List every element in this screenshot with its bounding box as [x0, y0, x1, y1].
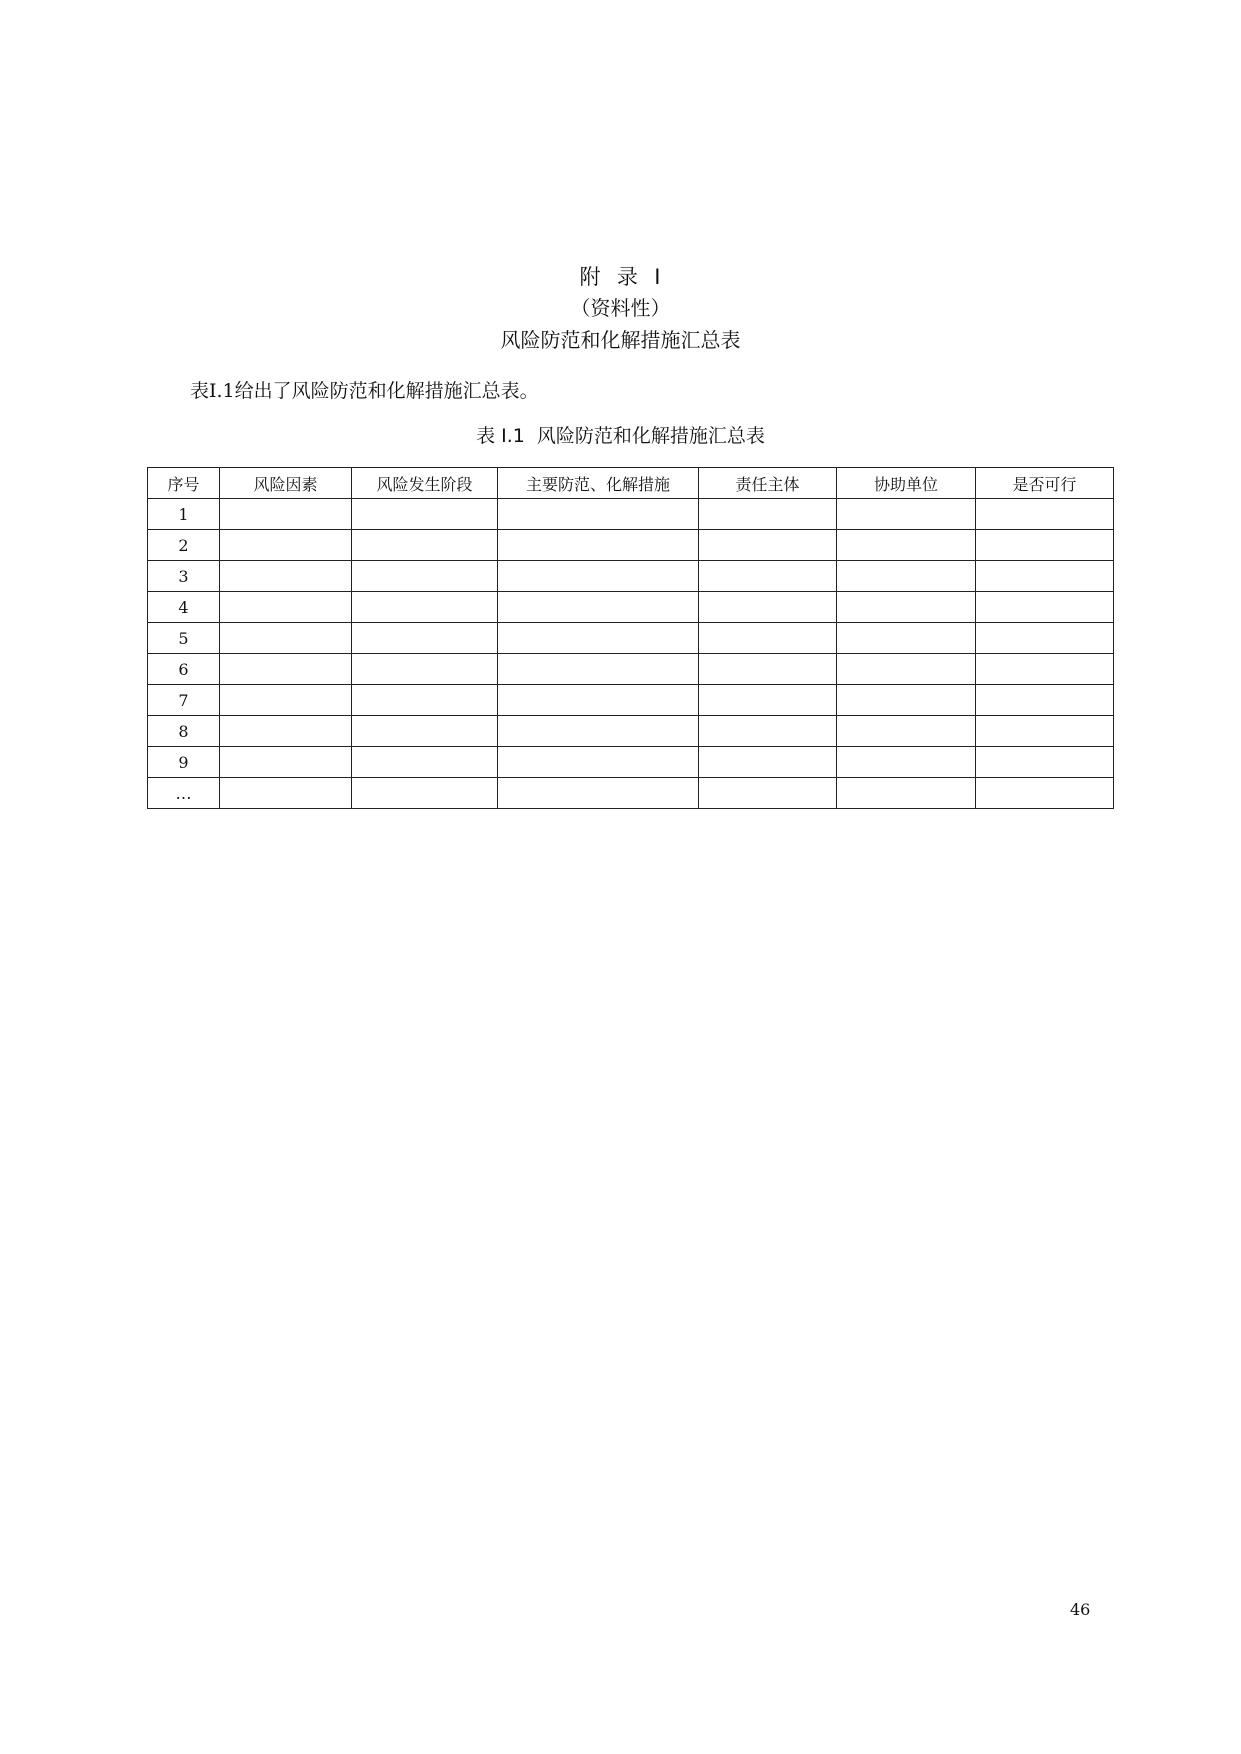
table-cell-responsible-party: [699, 654, 837, 685]
table-cell-feasible: [976, 778, 1114, 809]
table-cell-responsible-party: [699, 499, 837, 530]
table-cell-index: 9: [148, 747, 220, 778]
table-row: [148, 778, 1114, 809]
table-cell-feasible: [976, 747, 1114, 778]
table-cell-risk-factor: [220, 530, 352, 561]
table-cell-assisting-unit: [837, 716, 976, 747]
table-cell-measures: [498, 623, 699, 654]
table-cell-risk-stage: [352, 530, 498, 561]
table-cell-risk-stage: [352, 685, 498, 716]
column-header-risk-stage: 风险发生阶段: [352, 468, 498, 499]
table-cell-index: 3: [148, 561, 220, 592]
table-cell-responsible-party: [699, 716, 837, 747]
table-row: [148, 561, 1114, 592]
table-cell-index: …: [148, 778, 220, 809]
table-cell-risk-stage: [352, 747, 498, 778]
intro-paragraph: 表I.1给出了风险防范和化解措施汇总表。: [190, 380, 539, 402]
table-cell-measures: [498, 561, 699, 592]
table-cell-responsible-party: [699, 530, 837, 561]
table-cell-feasible: [976, 716, 1114, 747]
appendix-name: 风险防范和化解措施汇总表: [500, 328, 741, 352]
table-cell-risk-stage: [352, 654, 498, 685]
table-row: [148, 623, 1114, 654]
column-header-index: 序号: [148, 468, 220, 499]
column-header-responsible-party: 责任主体: [699, 468, 837, 499]
table-cell-responsible-party: [699, 747, 837, 778]
table-cell-risk-factor: [220, 778, 352, 809]
table-row: [148, 499, 1114, 530]
table-cell-responsible-party: [699, 561, 837, 592]
table-cell-index: 8: [148, 716, 220, 747]
page-number: 46: [1070, 1600, 1091, 1619]
table-row: [148, 592, 1114, 623]
table-cell-responsible-party: [699, 592, 837, 623]
appendix-title: 附 录 I: [579, 265, 662, 289]
table-cell-feasible: [976, 623, 1114, 654]
table-cell-risk-stage: [352, 499, 498, 530]
table-cell-measures: [498, 685, 699, 716]
table-row: [148, 716, 1114, 747]
table-cell-measures: [498, 778, 699, 809]
table-cell-index: 5: [148, 623, 220, 654]
appendix-subtitle: （资料性）: [570, 296, 671, 320]
table-cell-risk-stage: [352, 561, 498, 592]
table-cell-assisting-unit: [837, 561, 976, 592]
table-cell-assisting-unit: [837, 623, 976, 654]
table-cell-responsible-party: [699, 778, 837, 809]
table-cell-feasible: [976, 654, 1114, 685]
table-cell-risk-factor: [220, 747, 352, 778]
table-cell-measures: [498, 499, 699, 530]
column-header-measures: 主要防范、化解措施: [498, 468, 699, 499]
column-header-feasible: 是否可行: [976, 468, 1114, 499]
table-cell-risk-stage: [352, 716, 498, 747]
risk-summary-table: [147, 467, 1114, 809]
table-cell-feasible: [976, 530, 1114, 561]
table-cell-index: 7: [148, 685, 220, 716]
table-row: [148, 685, 1114, 716]
table-cell-assisting-unit: [837, 530, 976, 561]
table-cell-risk-stage: [352, 778, 498, 809]
table-cell-feasible: [976, 561, 1114, 592]
table-body: [148, 499, 1114, 809]
table-cell-assisting-unit: [837, 778, 976, 809]
table-cell-risk-factor: [220, 561, 352, 592]
table-cell-measures: [498, 747, 699, 778]
table-cell-measures: [498, 716, 699, 747]
table-cell-risk-stage: [352, 623, 498, 654]
table-row: [148, 747, 1114, 778]
table-cell-risk-factor: [220, 685, 352, 716]
column-header-assisting-unit: 协助单位: [837, 468, 976, 499]
table-cell-assisting-unit: [837, 685, 976, 716]
table-cell-risk-factor: [220, 716, 352, 747]
column-header-risk-factor: 风险因素: [220, 468, 352, 499]
table-cell-risk-factor: [220, 654, 352, 685]
table-header-row: [148, 468, 1114, 499]
table-cell-responsible-party: [699, 685, 837, 716]
table-row: [148, 654, 1114, 685]
table-cell-measures: [498, 654, 699, 685]
table-cell-index: 4: [148, 592, 220, 623]
table-cell-index: 2: [148, 530, 220, 561]
table-row: [148, 530, 1114, 561]
table-cell-assisting-unit: [837, 592, 976, 623]
table-cell-assisting-unit: [837, 654, 976, 685]
table-cell-measures: [498, 592, 699, 623]
table-cell-risk-factor: [220, 592, 352, 623]
table-caption: 表 I.1 风险防范和化解措施汇总表: [476, 425, 765, 447]
table-cell-feasible: [976, 499, 1114, 530]
table-cell-assisting-unit: [837, 499, 976, 530]
table-cell-risk-factor: [220, 499, 352, 530]
table-cell-assisting-unit: [837, 747, 976, 778]
table-cell-risk-stage: [352, 592, 498, 623]
table-cell-index: 6: [148, 654, 220, 685]
table-cell-feasible: [976, 685, 1114, 716]
table-cell-measures: [498, 530, 699, 561]
table-cell-responsible-party: [699, 623, 837, 654]
table-cell-feasible: [976, 592, 1114, 623]
table-cell-index: 1: [148, 499, 220, 530]
table-cell-risk-factor: [220, 623, 352, 654]
